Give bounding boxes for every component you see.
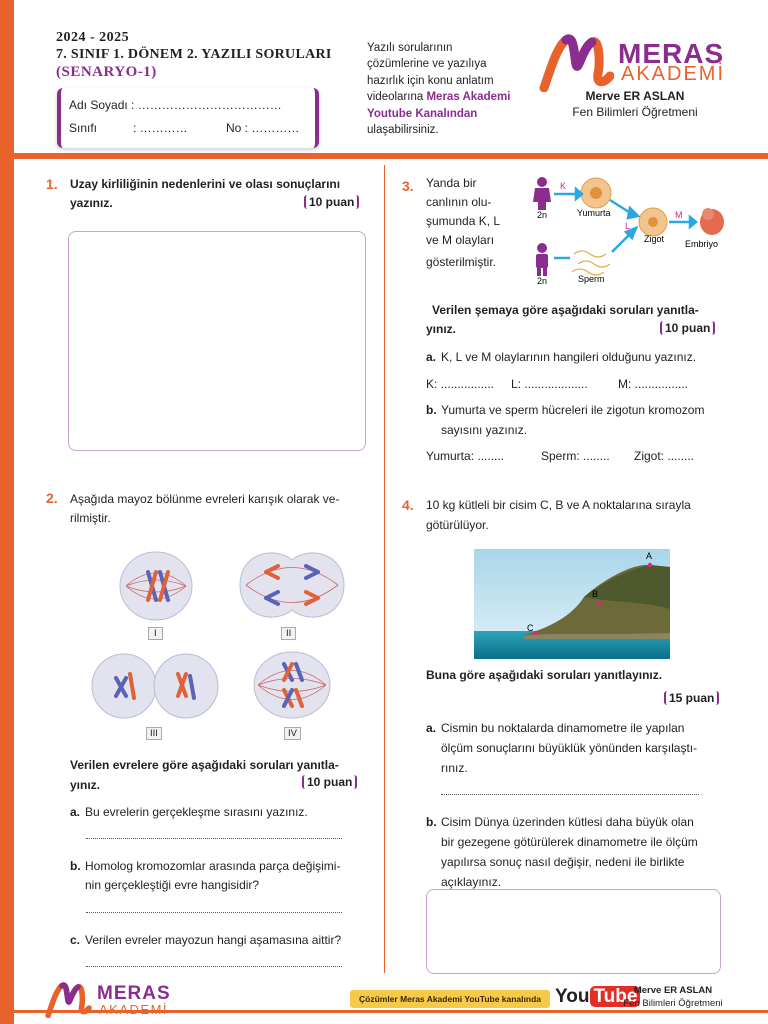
q2b-answer-line[interactable] (86, 912, 342, 913)
point-c-label: C (527, 623, 534, 633)
class-field-label: Sınıfı (69, 121, 98, 135)
q3a-text: K, L ve M olaylarının hangileri olduğunu yazınız. (441, 350, 697, 364)
q4-number: 4. (402, 497, 414, 513)
q4a-line1: Cismin bu noktalarda dinamometre ile yapılan (441, 721, 685, 735)
promo-text-1: Yazılı sorularının çözümlerine ve yazılıya hazırlık için konu anlatım videolarına (367, 42, 494, 104)
q3-intro-5: gösterilmiştir. (426, 255, 497, 269)
q1-answer-box[interactable] (68, 231, 366, 451)
logo-akademi-text: AKADEMİ (621, 63, 726, 85)
meiosis-cell-ii-illustration (236, 550, 348, 620)
class-field[interactable]: : ………… (133, 121, 188, 135)
q4a-label: a. (426, 721, 437, 735)
q2c-label: c. (70, 933, 81, 947)
q3-number: 3. (402, 178, 414, 194)
q3b-sperm-blank[interactable]: Sperm: ........ (541, 449, 610, 463)
q4b-label: b. (426, 815, 437, 829)
q2c-text: Verilen evreler mayozun hangi aşamasına aittir? (85, 933, 342, 947)
q4-text-line2: götürülüyor. (426, 518, 489, 532)
q2-number: 2. (46, 490, 58, 506)
event-l-label: L (625, 221, 631, 231)
q3a-label: a. (426, 350, 437, 364)
q1-text-line2: yazınız. (70, 196, 113, 210)
q2-text-line2: rilmiştir. (70, 511, 111, 525)
q2-prompt-line1: Verilen evrelere göre aşağıdaki soruları yanıtla- (70, 758, 339, 772)
header-divider (14, 153, 768, 159)
logo-meras-text: MERAS (618, 38, 725, 69)
q4a-answer-line[interactable] (441, 794, 699, 795)
q3b-line1: Yumurta ve sperm hücreleri ile zigotun kromozom (441, 403, 705, 417)
q2b-line1: Homolog kromozomlar arasında parça değişimi- (85, 859, 341, 873)
cell-label-iv: IV (284, 727, 301, 740)
q2-points-badge: 10 puan (302, 775, 357, 789)
q3a-l-blank[interactable]: L: ................... (511, 377, 588, 391)
embryo-icon (700, 208, 724, 235)
left-accent-bar (0, 0, 14, 1024)
promo-channel-link[interactable]: Meras Akademi Youtube Kanalından (367, 91, 511, 120)
youtube-promo-text (367, 40, 515, 138)
q4-prompt: Buna göre aşağıdaki soruları yanıtlayınız. (426, 668, 663, 682)
sperm-cells-icon (572, 251, 610, 275)
event-m-label: M (675, 210, 683, 220)
q4a-line2: ölçüm sonuçlarını büyüklük yönünden karşılaştı- (441, 741, 698, 755)
footer-logo-akademi-text: AKADEMİ (99, 1002, 169, 1017)
footer-meras-logo-icon (42, 982, 94, 1018)
egg-cell-icon (581, 178, 611, 208)
footer-teacher-info (618, 984, 728, 1010)
teacher-info (560, 88, 710, 120)
point-a-marker (648, 563, 652, 567)
male-2n-label: 2n (537, 276, 548, 284)
q4a-line3: rınız. (441, 761, 468, 775)
q3b-line2: sayısını yazınız. (441, 423, 528, 437)
q1-text-line1: Uzay kirliliğinin nedenlerini ve olası sonuçlarını (70, 177, 341, 191)
meiosis-cell-i-illustration (118, 550, 194, 622)
q3a-m-blank[interactable]: M: ................ (618, 377, 689, 391)
footer-teacher-title: Fen Bilimleri Öğretmeni (623, 998, 723, 1009)
point-c-marker (534, 631, 538, 635)
zygote-label: Zigot (644, 234, 665, 244)
point-a-label: A (646, 551, 653, 561)
name-field[interactable]: Adı Soyadı : ……………………………… (69, 98, 282, 112)
q4b-line2: bir gezegene götürülerek dinamometre ile ölçüm (441, 835, 698, 849)
meiosis-cell-iv-illustration (252, 650, 332, 720)
male-figure-icon (536, 243, 548, 276)
column-divider (384, 165, 385, 973)
q1-points-badge: 10 puan (304, 195, 359, 209)
q4b-line4: açıklayınız. (441, 875, 502, 889)
scenario-label: (SENARYO-1) (56, 64, 157, 80)
promo-text-2: ulaşabilirsiniz. (367, 124, 439, 137)
q3-points-badge: 10 puan (660, 321, 715, 335)
student-info-box (57, 88, 319, 148)
q3-intro-4: ve M olayları (426, 233, 495, 247)
zygote-cell-icon (639, 208, 667, 236)
q2b-line2: nin gerçekleştiği evre hangisidir? (85, 878, 260, 892)
q4b-answer-box[interactable] (426, 889, 721, 974)
meiosis-cell-iii-illustration (90, 650, 220, 720)
q3b-zygote-blank[interactable]: Zigot: ........ (634, 449, 695, 463)
exam-title: 7. SINIF 1. DÖNEM 2. YAZILI SORULARI (56, 47, 332, 62)
youtube-you: You (555, 986, 590, 1007)
footer-teacher-name: Merve ER ASLAN (633, 985, 713, 996)
female-2n-label: 2n (537, 210, 548, 220)
female-figure-icon (533, 177, 551, 210)
sperm-label: Sperm (578, 274, 605, 284)
cell-label-iii: III (146, 727, 162, 740)
q2a-text: Bu evrelerin gerçekleşme sırasını yazınız. (85, 805, 308, 819)
event-k-label: K (560, 181, 567, 191)
egg-label: Yumurta (577, 208, 611, 218)
q1-number: 1. (46, 176, 58, 192)
q4-points-badge: 15 puan (664, 691, 719, 705)
q4-text-line1: 10 kg kütleli bir cisim C, B ve A noktalarına sırayla (426, 498, 691, 512)
fertilization-diagram (532, 176, 732, 284)
youtube-banner[interactable]: Çözümler Meras Akademi YouTube kanalında (350, 990, 550, 1008)
q4b-line1: Cisim Dünya üzerinden kütlesi daha büyük olan (441, 815, 694, 829)
q3-intro-2: canlının olu- (426, 195, 492, 209)
cell-label-ii: II (281, 627, 296, 640)
teacher-title: Fen Bilimleri Öğretmeni (572, 105, 698, 119)
exam-year: 2024 - 2025 (56, 30, 130, 45)
q3-intro-1: Yanda bir (426, 176, 477, 190)
q2-prompt-line2: yınız. (70, 778, 101, 792)
footer-logo-meras-text: MERAS (97, 983, 171, 1004)
q2c-answer-line[interactable] (86, 966, 342, 967)
q2a-label: a. (70, 805, 81, 819)
point-b-marker (597, 601, 601, 605)
number-field[interactable]: No : ………… (226, 121, 300, 135)
teacher-name: Merve ER ASLAN (585, 89, 685, 103)
point-b-label: B (592, 589, 599, 599)
q3-prompt-line2: yınız. (426, 322, 457, 336)
meras-logo-icon (538, 34, 614, 92)
embryo-label: Embriyo (685, 239, 719, 249)
q3-intro-3: şumunda K, L (426, 214, 501, 228)
q2b-label: b. (70, 859, 81, 873)
q3b-egg-blank[interactable]: Yumurta: ........ (426, 449, 505, 463)
q3b-label: b. (426, 403, 437, 417)
q3-prompt-line1: Verilen şemaya göre aşağıdaki soruları yanıtla- (432, 303, 699, 317)
youtube-tube: Tube (590, 986, 640, 1007)
q4b-line3: yapılırsa sonuç nasıl değişir, nedeni ile birlikte (441, 855, 685, 869)
q2-text-line1: Aşağıda mayoz bölünme evreleri karışık olarak ve- (70, 492, 340, 506)
mountain-sea-illustration (474, 549, 670, 659)
cell-label-i: I (148, 627, 163, 640)
q2a-answer-line[interactable] (86, 838, 342, 839)
q3a-k-blank[interactable]: K: ................ (426, 377, 495, 391)
